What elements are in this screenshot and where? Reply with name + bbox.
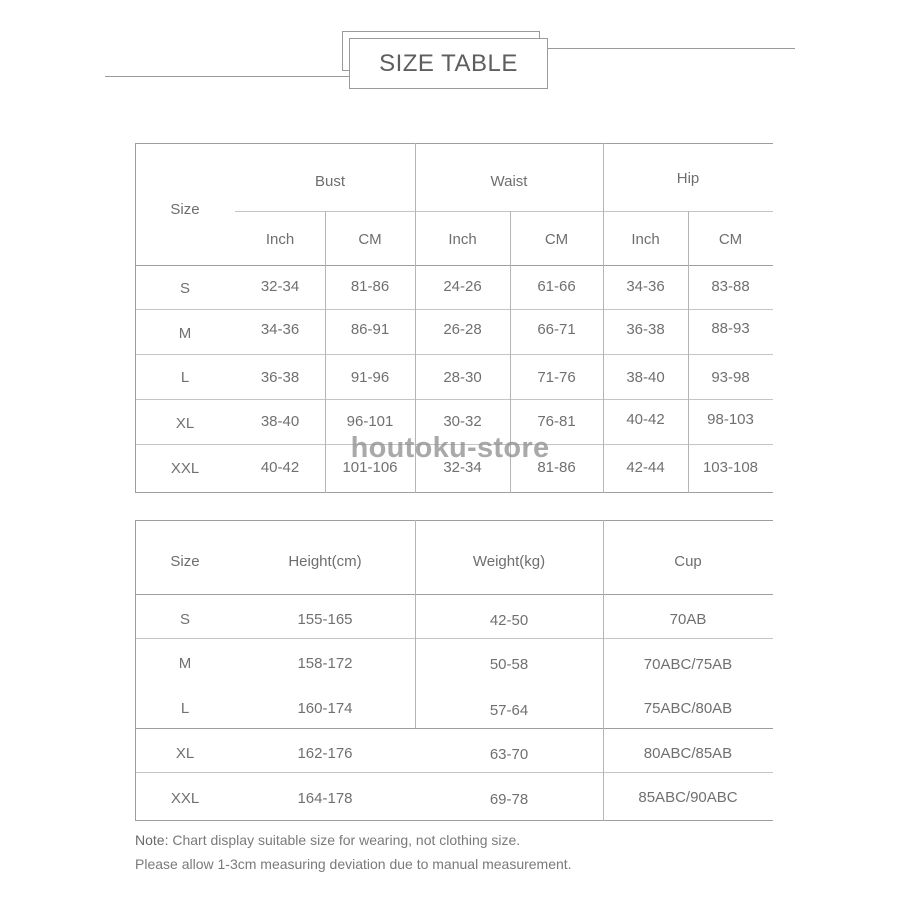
value-cell: 28-30 [443, 369, 482, 386]
weight-cell: 42-50 [489, 612, 529, 629]
value-cell: 91-96 [350, 369, 390, 386]
cup-header: Cup [674, 553, 702, 570]
height-cell: 164-178 [297, 790, 353, 807]
height-cell: 155-165 [297, 611, 353, 628]
weight-cell: 57-64 [489, 702, 529, 719]
table2-bottom-border [135, 820, 773, 821]
note-text-1: Chart display suitable size for wearing, not clothing size. [172, 832, 521, 848]
bust-header: Bust [314, 173, 345, 190]
hip-header: Hip [676, 170, 700, 187]
height-cell: 158-172 [297, 655, 353, 672]
value-cell: 32-34 [443, 459, 482, 476]
size-cell: S [179, 280, 190, 297]
value-cell: 38-40 [260, 413, 300, 430]
store-watermark: houtoku-store [350, 432, 550, 464]
size-cell: M [178, 655, 192, 672]
cup-cell: 70ABC/75AB [643, 656, 733, 673]
unit-header: Inch [448, 231, 477, 248]
page-title: SIZE TABLE [379, 50, 518, 77]
header-line-left [105, 76, 350, 77]
value-cell: 71-76 [537, 369, 576, 386]
note-line-2: Please allow 1-3cm measuring deviation due to manual measurement. [135, 856, 572, 872]
table1-row-line [135, 309, 773, 310]
unit-header: Inch [631, 231, 660, 248]
table1-header-bottom [135, 265, 773, 266]
value-cell: 96-101 [346, 413, 394, 430]
size-cell: XXL [170, 460, 200, 477]
unit-header: Inch [265, 231, 295, 248]
value-cell: 103-108 [702, 459, 759, 476]
value-cell: 26-28 [443, 321, 482, 338]
value-cell: 36-38 [626, 321, 665, 338]
table1-row-line [135, 354, 773, 355]
cup-cell: 70AB [669, 611, 707, 628]
unit-header: CM [358, 231, 382, 248]
weight-cell: 63-70 [489, 746, 529, 763]
height-header: Height(cm) [288, 553, 362, 570]
value-cell: 32-34 [260, 278, 300, 295]
size-cell: S [179, 611, 190, 628]
cup-cell: 75ABC/80AB [643, 700, 733, 717]
table1-top-border [135, 143, 773, 144]
unit-header: CM [718, 231, 743, 248]
table2-row-line [135, 728, 773, 729]
unit-header: CM [544, 231, 569, 248]
value-cell: 61-66 [537, 278, 576, 295]
value-cell: 36-38 [260, 369, 300, 386]
value-cell: 42-44 [626, 459, 665, 476]
value-cell: 30-32 [443, 413, 482, 430]
value-cell: 66-71 [537, 321, 576, 338]
table2-header-bottom [135, 594, 773, 595]
size-cell: XL [175, 415, 195, 432]
value-cell: 86-91 [350, 321, 390, 338]
table1-bottom-border [135, 492, 773, 493]
table1-group-divider [235, 211, 773, 212]
table1-row-line [135, 399, 773, 400]
size-cell: L [180, 369, 190, 386]
cup-cell: 85ABC/90ABC [638, 789, 738, 806]
table2-row-line [135, 638, 773, 639]
value-cell: 76-81 [537, 413, 576, 430]
height-cell: 162-176 [297, 745, 353, 762]
value-cell: 81-86 [350, 278, 390, 295]
table2-row-line [135, 772, 773, 773]
note-label: Note: [135, 832, 169, 848]
size-cell: L [180, 700, 190, 717]
value-cell: 98-103 [707, 411, 754, 428]
weight-header: Weight(kg) [472, 553, 546, 570]
value-cell: 24-26 [443, 278, 482, 295]
value-cell: 101-106 [342, 459, 398, 476]
size-cell: XL [175, 745, 195, 762]
header-line-right [547, 48, 795, 49]
value-cell: 40-42 [260, 459, 300, 476]
cup-cell: 80ABC/85AB [643, 745, 733, 762]
fit-size-header: Size [170, 553, 200, 570]
value-cell: 38-40 [626, 369, 665, 386]
value-cell: 40-42 [626, 411, 665, 428]
size-cell: XXL [170, 790, 200, 807]
value-cell: 34-36 [260, 321, 300, 338]
waist-header: Waist [490, 173, 528, 190]
value-cell: 83-88 [711, 278, 750, 295]
table2-top-border [135, 520, 773, 521]
note-line-1 [135, 832, 520, 848]
value-cell: 88-93 [711, 320, 750, 337]
value-cell: 93-98 [711, 369, 750, 386]
size-header: Size [170, 201, 200, 218]
weight-cell: 50-58 [489, 656, 529, 673]
weight-cell: 69-78 [489, 791, 529, 808]
value-cell: 81-86 [537, 459, 576, 476]
height-cell: 160-174 [297, 700, 353, 717]
size-cell: M [178, 325, 192, 342]
value-cell: 34-36 [626, 278, 665, 295]
